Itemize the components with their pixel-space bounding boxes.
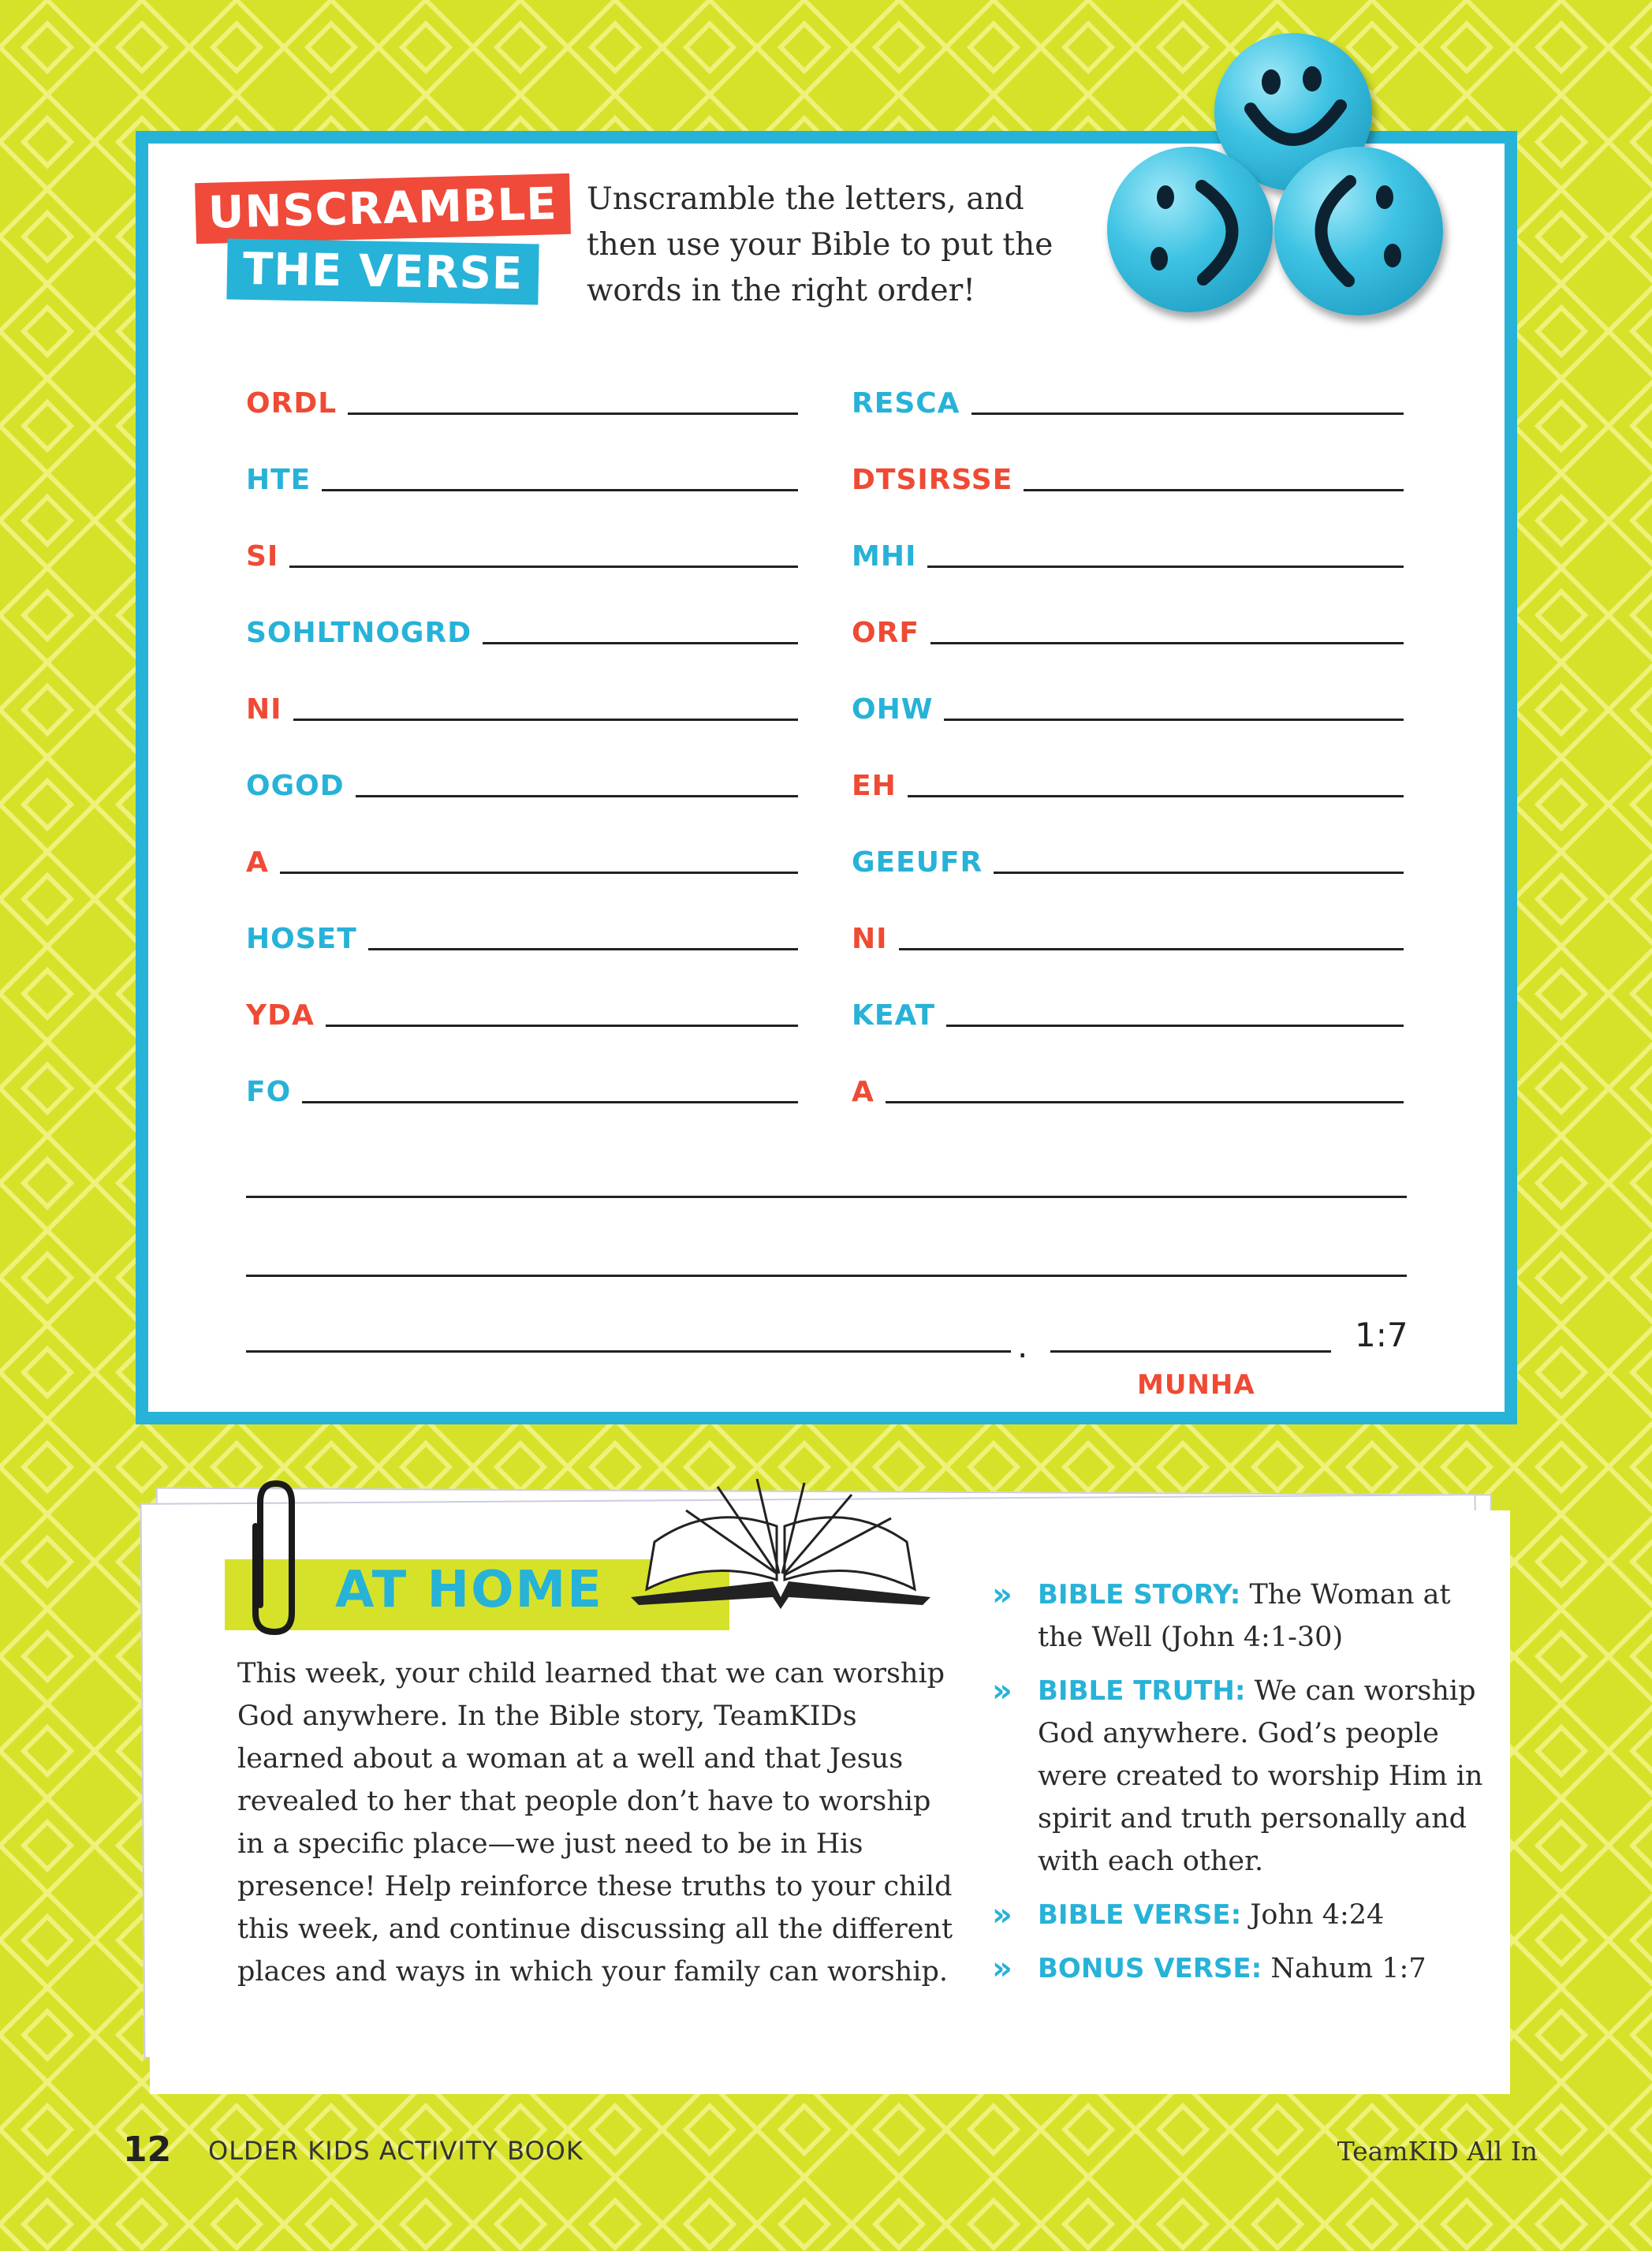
answer-line[interactable]	[326, 1025, 798, 1027]
chevron-right-icon: »	[992, 1950, 1006, 1987]
scrambled-word: NI	[246, 693, 282, 726]
scrambled-word: OHW	[852, 693, 934, 726]
scrambled-word: DTSIRSSE	[852, 464, 1013, 496]
verse-period: .	[1017, 1327, 1028, 1365]
scrambled-book: MUNHA	[1137, 1369, 1255, 1401]
word-row[interactable]	[852, 449, 1404, 496]
item-text: John 4:24	[1250, 1899, 1385, 1931]
at-home-body: This week, your child learned that we can worship God anywhere. In the Bible story, TeamKIDs learned about a woman at a well and that Jesus revealed to her that people don’t have to worship in a specific place—we just need to be in His presence! Help reinforce these truths to your child this week, and continue discussing all the different places and ways in which your family can worship.	[237, 1658, 953, 1988]
scrambled-word: HTE	[246, 464, 311, 496]
answer-line[interactable]	[483, 642, 798, 644]
at-home-card	[150, 1510, 1510, 2094]
title-the-verse: THE VERSE	[226, 239, 539, 305]
scrambled-word: HOSET	[246, 923, 357, 955]
book-title: OLDER KIDS ACTIVITY BOOK	[208, 2136, 584, 2166]
smiley-face-icon	[1107, 147, 1273, 312]
at-home-title: AT HOME	[335, 1561, 603, 1619]
list-item	[992, 1894, 1497, 1936]
word-row[interactable]	[852, 831, 1404, 879]
answer-line[interactable]	[368, 948, 798, 950]
list-item	[992, 1947, 1497, 1990]
item-label: BIBLE STORY:	[1038, 1579, 1241, 1611]
scrambled-word: SOHLTNOGRD	[246, 617, 472, 649]
answer-line[interactable]	[322, 489, 798, 491]
scrambled-word: KEAT	[852, 999, 936, 1032]
paperclip-icon	[244, 1479, 308, 1637]
word-row[interactable]	[246, 908, 798, 955]
scrambled-word: ORF	[852, 617, 919, 649]
verse-answer-line[interactable]	[246, 1275, 1407, 1277]
scrambled-word: OGOD	[246, 770, 345, 802]
verse-answer-line[interactable]	[246, 1196, 1407, 1198]
answer-line[interactable]	[289, 566, 798, 568]
word-row[interactable]	[246, 984, 798, 1032]
smiley-button-image	[1107, 147, 1273, 312]
item-text: The Woman at the Well (John 4:1-30)	[1038, 1579, 1451, 1653]
word-row[interactable]	[852, 984, 1404, 1032]
answer-line[interactable]	[293, 719, 798, 721]
series-title: TeamKID All In	[1337, 2136, 1538, 2167]
scrambled-word: MHI	[852, 540, 917, 573]
answer-line[interactable]	[946, 1025, 1404, 1027]
word-row[interactable]	[246, 1061, 798, 1108]
answer-line[interactable]	[899, 948, 1404, 950]
scrambled-word: A	[246, 846, 269, 879]
chevron-right-icon: »	[992, 1897, 1006, 1933]
page-number: 12	[123, 2130, 172, 2170]
scrambled-word: NI	[852, 923, 888, 955]
item-text: Nahum 1:7	[1270, 1953, 1426, 1984]
answer-line[interactable]	[944, 719, 1404, 721]
word-row[interactable]	[852, 372, 1404, 420]
chevron-right-icon: »	[992, 1577, 1006, 1613]
list-item	[992, 1670, 1497, 1883]
smiley-button-image	[1274, 147, 1443, 315]
answer-line[interactable]	[927, 566, 1404, 568]
item-label: BIBLE VERSE:	[1038, 1899, 1242, 1931]
word-row[interactable]	[246, 602, 798, 649]
word-row[interactable]	[246, 678, 798, 726]
answer-line[interactable]	[971, 412, 1404, 415]
scrambled-word: FO	[246, 1076, 292, 1108]
answer-line[interactable]	[930, 642, 1404, 644]
item-label: BONUS VERSE:	[1038, 1953, 1262, 1984]
answer-line[interactable]	[994, 872, 1404, 874]
word-row[interactable]	[852, 755, 1404, 802]
verse-reference: 1:7	[1355, 1316, 1408, 1354]
word-row[interactable]	[246, 831, 798, 879]
word-row[interactable]	[246, 755, 798, 802]
scrambled-word: GEEUFR	[852, 846, 983, 879]
word-row[interactable]	[852, 602, 1404, 649]
word-row[interactable]	[852, 525, 1404, 573]
verse-answer-line[interactable]	[246, 1350, 1011, 1353]
answer-line[interactable]	[356, 795, 798, 797]
answer-line[interactable]	[348, 412, 798, 415]
scrambled-word: RESCA	[852, 387, 960, 420]
word-row[interactable]	[246, 449, 798, 496]
unscramble-card	[136, 131, 1517, 1424]
open-book-icon	[623, 1479, 938, 1613]
answer-line[interactable]	[1024, 489, 1404, 491]
word-row[interactable]	[246, 372, 798, 420]
scrambled-word: YDA	[246, 999, 315, 1032]
item-label: BIBLE TRUTH:	[1038, 1675, 1246, 1707]
answer-line[interactable]	[302, 1101, 798, 1103]
answer-line[interactable]	[908, 795, 1404, 797]
word-row[interactable]	[246, 525, 798, 573]
word-row[interactable]	[852, 908, 1404, 955]
word-row[interactable]	[852, 1061, 1404, 1108]
list-item	[992, 1573, 1497, 1659]
scrambled-word: EH	[852, 770, 897, 802]
book-answer-line[interactable]	[1050, 1350, 1331, 1353]
instructions: Unscramble the letters, and then use your Bible to put the words in the right order!	[587, 181, 1053, 308]
scrambled-word: SI	[246, 540, 279, 573]
word-row[interactable]	[852, 678, 1404, 726]
at-home-list	[992, 1573, 1497, 2001]
scrambled-word: A	[852, 1076, 874, 1108]
item-text: We can worship God anywhere. God’s people were created to worship Him in spirit and truth personally and with each other.	[1038, 1675, 1483, 1877]
chevron-right-icon: »	[992, 1673, 1006, 1709]
answer-line[interactable]	[886, 1101, 1404, 1103]
title-unscramble: UNSCRAMBLE	[195, 174, 570, 244]
smiley-face-icon	[1274, 147, 1443, 315]
scrambled-word: ORDL	[246, 387, 337, 420]
answer-line[interactable]	[280, 872, 798, 874]
